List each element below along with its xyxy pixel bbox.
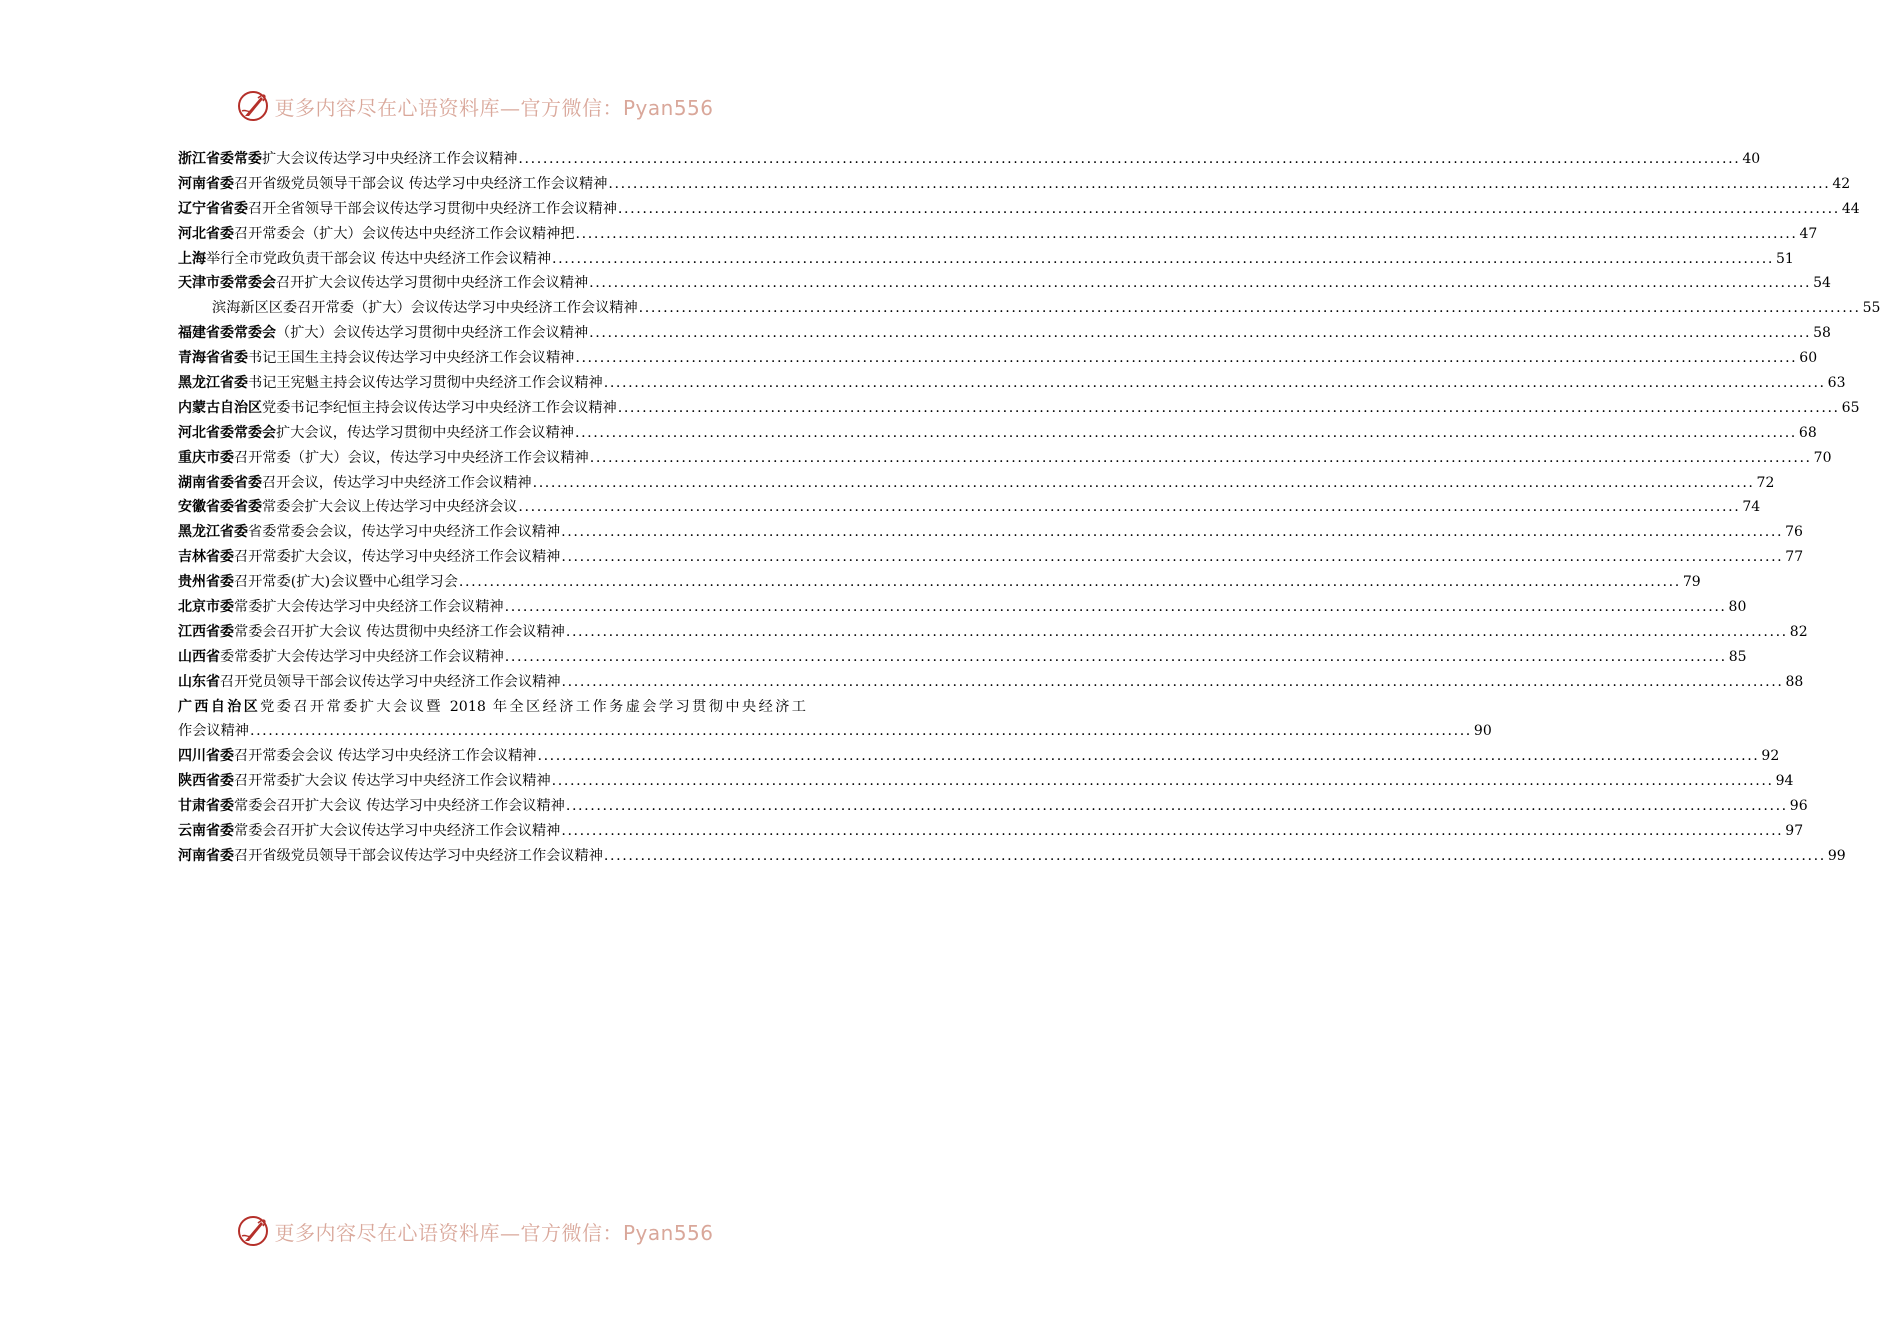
toc-page-number: 80 xyxy=(1728,599,1747,616)
toc-page-number: 85 xyxy=(1728,648,1747,665)
toc-leader-dots: ........................................................................................................................................................................................................ xyxy=(551,773,1774,790)
toc-page-number: 96 xyxy=(1789,798,1808,815)
toc-entry-organization: 贵州省委 xyxy=(178,574,234,591)
toc-entry[interactable] xyxy=(178,769,1794,794)
toc-entry[interactable] xyxy=(178,670,1804,695)
toc-entry[interactable] xyxy=(178,396,1860,421)
toc-entry-organization: 四川省委 xyxy=(178,748,234,765)
toc-entry-title: 省委常委会会议，传达学习中央经济工作会议精神 xyxy=(248,524,561,541)
toc-page-number: 54 xyxy=(1813,275,1831,292)
toc-entry[interactable] xyxy=(178,197,1860,222)
toc-page-number: 79 xyxy=(1682,574,1701,591)
toc-entry-organization: 辽宁省省委 xyxy=(178,200,248,217)
toc-entry-title: 书记王宪魁主持会议传达学习贯彻中央经济工作会议精神 xyxy=(248,375,603,392)
toc-entry-organization: 湖南省委省委 xyxy=(178,474,262,491)
toc-leader-dots: ........................................................................................................................................................................................................ xyxy=(552,250,1774,267)
toc-leader-dots: ........................................................................................................................................................................................................ xyxy=(561,549,1784,566)
toc-entry[interactable] xyxy=(178,695,1492,745)
toc-entry-title: 常委会扩大会议上传达学习中央经济会议 xyxy=(262,499,518,516)
header-watermark xyxy=(0,86,950,126)
toc-page-number: 44 xyxy=(1841,200,1860,217)
toc-leader-dots: ........................................................................................................................................................................................................ xyxy=(565,798,1788,815)
toc-entry[interactable] xyxy=(178,545,1804,570)
toc-page-number: 72 xyxy=(1756,474,1775,491)
toc-entry-organization: 山东省 xyxy=(178,673,220,690)
toc-entry[interactable] xyxy=(178,570,1701,595)
toc-leader-dots: ........................................................................................................................................................................................................ xyxy=(574,424,1797,441)
toc-entry[interactable] xyxy=(178,595,1747,620)
toc-entry-title: 常委扩大会传达学习中央经济工作会议精神 xyxy=(234,599,504,616)
toc-leader-dots: ........................................................................................................................................................................................................ xyxy=(532,474,1755,491)
toc-entry-organization: 黑龙江省委 xyxy=(178,524,248,541)
toc-leader-dots: ........................................................................................................................................................................................................ xyxy=(561,524,1784,541)
toc-entry-organization: 山西省 xyxy=(178,648,220,665)
toc-leader-dots: ........................................................................................................................................................................................................ xyxy=(249,723,1472,740)
toc-entry-title: 召开党员领导干部会议传达学习中央经济工作会议精神 xyxy=(220,673,561,690)
toc-leader-dots: ........................................................................................................................................................................................................ xyxy=(638,300,1861,317)
toc-entry-organization: 内蒙古自治区 xyxy=(178,399,262,416)
toc-page-number: 70 xyxy=(1813,449,1832,466)
toc-entry-title: 召开常委（扩大）会议，传达学习中央经济工作会议精神 xyxy=(234,449,589,466)
toc-entry-title: 召开常委会会议 传达学习中央经济工作会议精神 xyxy=(234,748,537,765)
toc-entry-organization: 广西自治区 xyxy=(178,698,261,715)
toc-entry[interactable] xyxy=(178,147,1761,172)
toc-page-number: 99 xyxy=(1827,847,1846,864)
toc-leader-dots: ........................................................................................................................................................................................................ xyxy=(537,748,1760,765)
toc-leader-dots: ........................................................................................................................................................................................................ xyxy=(589,325,1812,342)
toc-entry-organization: 上海 xyxy=(178,250,206,267)
toc-entry-title: 召开全省领导干部会议传达学习贯彻中央经济工作会议精神 xyxy=(248,200,617,217)
toc-page-number: 76 xyxy=(1785,524,1803,541)
toc-leader-dots: ........................................................................................................................................................................................................ xyxy=(504,599,1727,616)
toc-leader-dots: ........................................................................................................................................................................................................ xyxy=(565,623,1788,640)
toc-entry-title: 召开省级党员领导干部会议传达学习中央经济工作会议精神 xyxy=(234,847,603,864)
toc-entry-organization: 青海省省委 xyxy=(178,350,248,367)
toc-entry[interactable] xyxy=(178,222,1818,247)
toc-entry-organization: 云南省委 xyxy=(178,823,234,840)
toc-entry-title-continued: 作会议精神 xyxy=(178,723,249,740)
toc-entry[interactable] xyxy=(178,172,1851,197)
toc-entry-organization: 河北省委 xyxy=(178,225,234,242)
toc-entry-title: 扩大会议传达学习中央经济工作会议精神 xyxy=(262,151,518,167)
toc-leader-dots: ........................................................................................................................................................................................................ xyxy=(518,499,1741,516)
toc-entry-title: 党委书记李纪恒主持会议传达学习中央经济工作会议精神 xyxy=(262,399,617,416)
toc-entry[interactable] xyxy=(178,346,1818,371)
toc-page-number: 47 xyxy=(1799,225,1818,242)
toc-entry[interactable] xyxy=(178,520,1803,545)
toc-leader-dots: ........................................................................................................................................................................................................ xyxy=(561,673,1784,690)
toc-entry-organization: 河南省委 xyxy=(178,847,234,864)
toc-leader-dots: ........................................................................................................................................................................................................ xyxy=(504,648,1727,665)
toc-entry[interactable] xyxy=(178,620,1808,645)
toc-page-number: 63 xyxy=(1827,375,1846,392)
toc-entry-title: 召开常委(扩大)会议暨中心组学习会 xyxy=(234,574,458,591)
toc-entry-organization: 福建省委常委会 xyxy=(178,325,276,342)
table-of-contents xyxy=(178,147,1880,869)
toc-entry-title: 书记王国生主持会议传达学习中央经济工作会议精神 xyxy=(248,350,575,367)
toc-page-number: 51 xyxy=(1775,250,1794,267)
toc-page-number: 94 xyxy=(1775,773,1794,790)
toc-entry-organization: 天津市委常委会 xyxy=(178,275,276,292)
toc-entry-organization: 河南省委 xyxy=(178,175,234,192)
toc-entry[interactable] xyxy=(178,446,1832,471)
toc-leader-dots: ........................................................................................................................................................................................................ xyxy=(518,151,1741,167)
toc-leader-dots: ........................................................................................................................................................................................................ xyxy=(603,375,1826,392)
toc-leader-dots: ........................................................................................................................................................................................................ xyxy=(589,449,1812,466)
toc-page-number: 60 xyxy=(1799,350,1818,367)
toc-entry[interactable] xyxy=(178,844,1846,869)
toc-entry-title: 召开扩大会议传达学习贯彻中央经济工作会议精神 xyxy=(276,275,589,292)
toc-leader-dots: ........................................................................................................................................................................................................ xyxy=(575,225,1798,242)
toc-entry-title: 党委召开常委扩大会议暨 2018 年全区经济工作务虚会学习贯彻中央经济工 xyxy=(260,698,806,715)
toc-page-number: 65 xyxy=(1841,399,1860,416)
toc-page-number: 42 xyxy=(1832,175,1851,192)
toc-entry[interactable] xyxy=(178,296,1880,321)
toc-page-number: 68 xyxy=(1798,424,1817,441)
toc-entry[interactable] xyxy=(178,421,1817,446)
watermark-text: 更多内容尽在心语资料库—官方微信：Pyan556 xyxy=(274,1220,714,1245)
toc-entry-title: （扩大）会议传达学习贯彻中央经济工作会议精神 xyxy=(276,325,589,342)
toc-entry[interactable] xyxy=(178,271,1831,296)
quill-logo-icon xyxy=(236,89,270,123)
toc-leader-dots: ........................................................................................................................................................................................................ xyxy=(589,275,1812,292)
toc-entry-title: 召开会议，传达学习中央经济工作会议精神 xyxy=(262,474,532,491)
footer-watermark xyxy=(0,1211,950,1251)
toc-entry[interactable] xyxy=(178,247,1794,272)
toc-leader-dots: ........................................................................................................................................................................................................ xyxy=(603,847,1826,864)
toc-entry[interactable] xyxy=(178,321,1831,346)
toc-entry[interactable] xyxy=(178,744,1780,769)
toc-leader-dots: ........................................................................................................................................................................................................ xyxy=(561,823,1784,840)
toc-entry[interactable] xyxy=(178,371,1846,396)
toc-entry-line xyxy=(178,719,1492,744)
toc-entry-title: 举行全市党政负责干部会议 传达中央经济工作会议精神 xyxy=(206,250,552,267)
toc-entry-title: 常委会召开扩大会议 传达贯彻中央经济工作会议精神 xyxy=(234,623,565,640)
toc-page-number: 77 xyxy=(1785,549,1804,566)
toc-entry[interactable] xyxy=(178,471,1775,496)
toc-entry[interactable] xyxy=(178,819,1804,844)
toc-leader-dots: ........................................................................................................................................................................................................ xyxy=(617,200,1840,217)
toc-entry-organization: 重庆市委 xyxy=(178,449,234,466)
toc-page-number: 97 xyxy=(1785,823,1804,840)
toc-entry-title: 召开常委会（扩大）会议传达中央经济工作会议精神把 xyxy=(234,225,575,242)
toc-entry-organization: 江西省委 xyxy=(178,623,234,640)
toc-entry-title: 扩大会议，传达学习贯彻中央经济工作会议精神 xyxy=(276,424,574,441)
toc-entry-title: 召开常委扩大会议，传达学习中央经济工作会议精神 xyxy=(234,549,561,566)
toc-page-number: 40 xyxy=(1742,151,1761,167)
toc-entry[interactable] xyxy=(178,495,1761,520)
toc-entry-title: 常委会召开扩大会议传达学习中央经济工作会议精神 xyxy=(234,823,561,840)
toc-page-number: 74 xyxy=(1742,499,1761,516)
toc-entry[interactable] xyxy=(178,794,1808,819)
toc-leader-dots: ........................................................................................................................................................................................................ xyxy=(458,574,1681,591)
toc-entry-title: 委常委扩大会传达学习中央经济工作会议精神 xyxy=(220,648,504,665)
toc-entry-organization: 甘肃省委 xyxy=(178,798,234,815)
toc-page-number: 88 xyxy=(1785,673,1804,690)
watermark-text: 更多内容尽在心语资料库—官方微信：Pyan556 xyxy=(274,95,714,120)
quill-logo-icon xyxy=(236,1214,270,1248)
toc-entry-organization: 安徽省委省委 xyxy=(178,499,262,516)
toc-entry-organization: 陕西省委 xyxy=(178,773,234,790)
toc-page-number: 58 xyxy=(1813,325,1831,342)
toc-page-number: 55 xyxy=(1862,300,1880,317)
toc-entry-organization: 黑龙江省委 xyxy=(178,375,248,392)
toc-entry[interactable] xyxy=(178,645,1747,670)
toc-entry-organization: 吉林省委 xyxy=(178,549,234,566)
toc-entry-title: 常委会召开扩大会议 传达学习中央经济工作会议精神 xyxy=(234,798,565,815)
toc-entry-organization: 河北省委常委会 xyxy=(178,424,276,441)
toc-leader-dots: ........................................................................................................................................................................................................ xyxy=(617,399,1840,416)
toc-leader-dots: ........................................................................................................................................................................................................ xyxy=(575,350,1798,367)
toc-entry-organization: 浙江省委常委 xyxy=(178,151,262,167)
toc-entry-title: 召开常委扩大会议 传达学习中央经济工作会议精神 xyxy=(234,773,551,790)
toc-page-number: 90 xyxy=(1473,723,1492,740)
toc-leader-dots: ........................................................................................................................................................................................................ xyxy=(608,175,1831,192)
toc-entry-line xyxy=(178,695,806,720)
toc-entry-title: 滨海新区区委召开常委（扩大）会议传达学习中央经济工作会议精神 xyxy=(212,300,638,317)
toc-entry-organization: 北京市委 xyxy=(178,599,234,616)
toc-page-number: 92 xyxy=(1761,748,1780,765)
toc-entry-title: 召开省级党员领导干部会议 传达学习中央经济工作会议精神 xyxy=(234,175,608,192)
toc-page-number: 82 xyxy=(1789,623,1808,640)
